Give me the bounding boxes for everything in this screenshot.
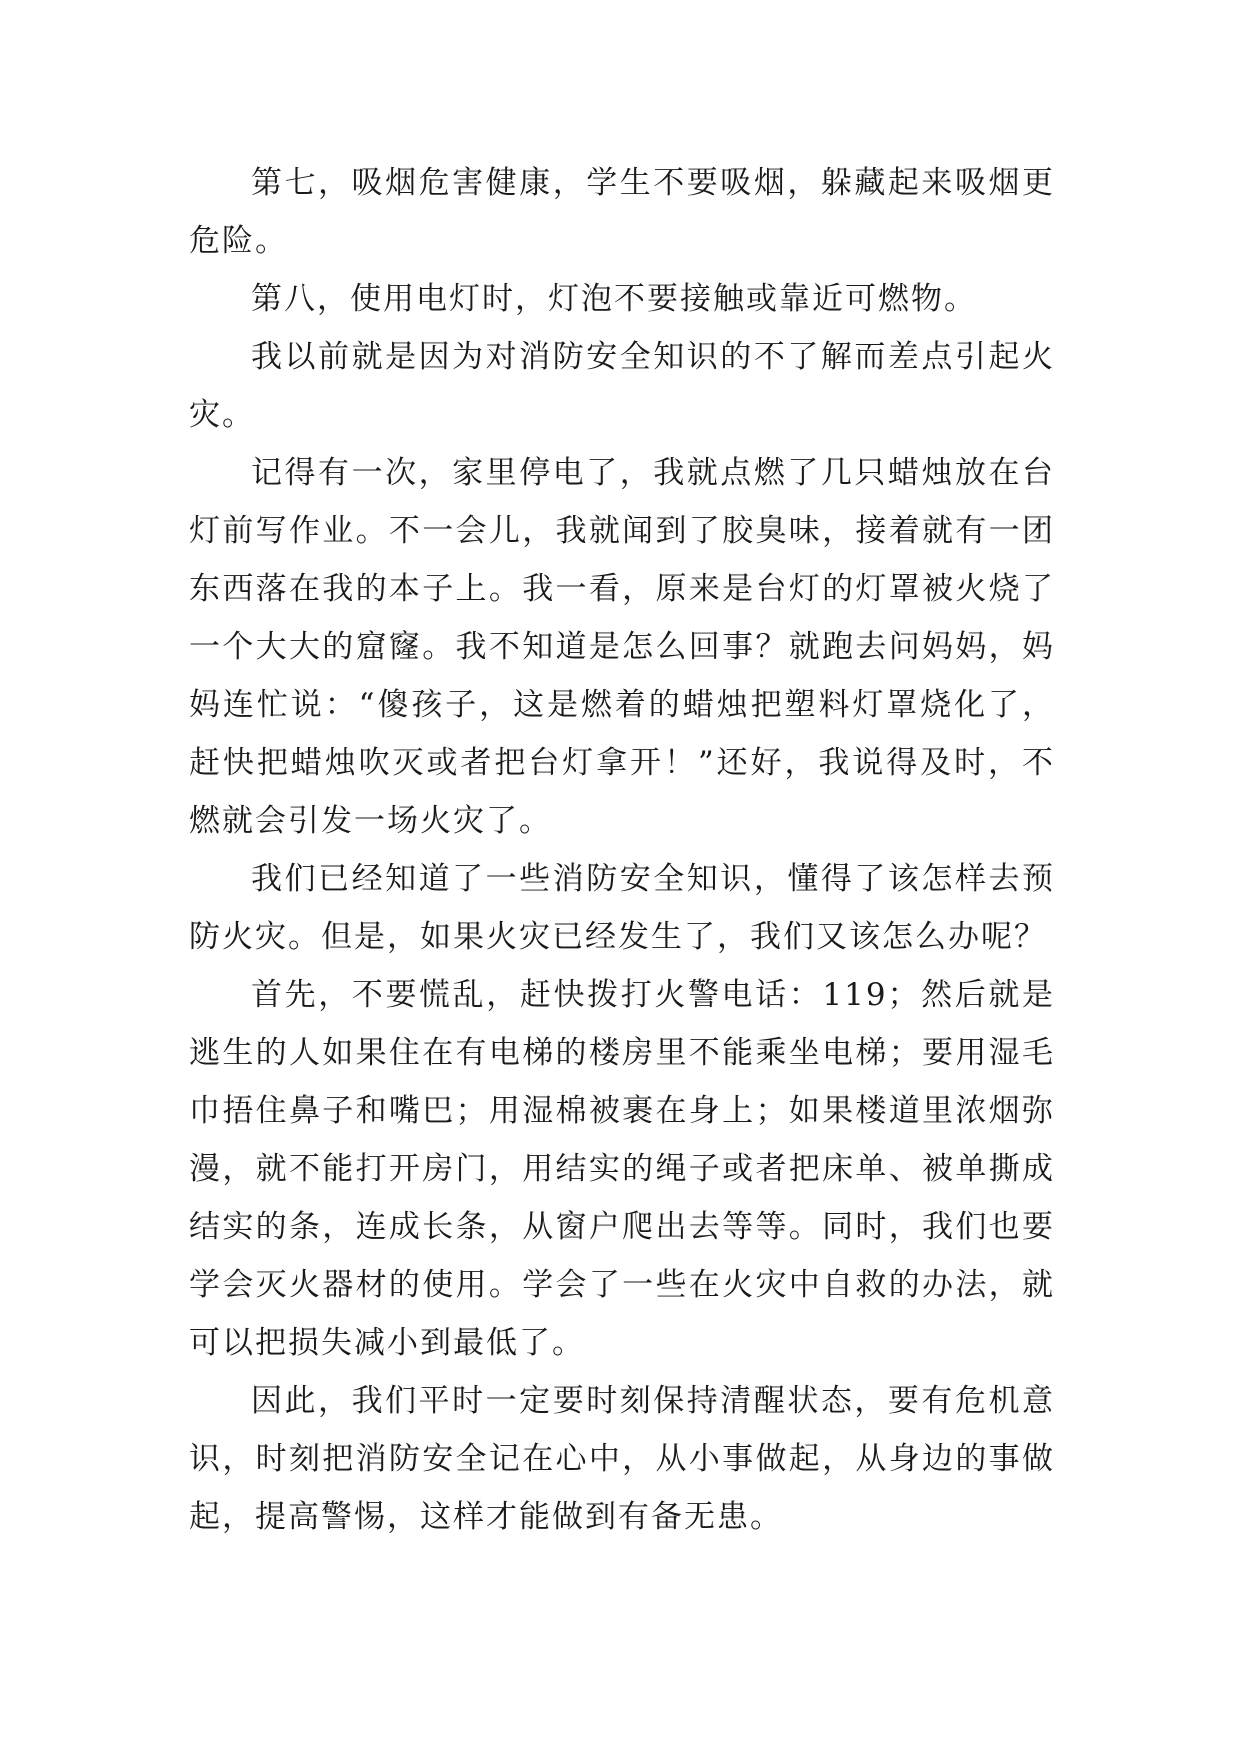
paragraph-conclusion: 因此，我们平时一定要时刻保持清醒状态，要有危机意识，时刻把消防安全记在心中，从小事做起，从身边的事做起，提高警惕，这样才能做到有备无患。 (189, 1383, 1055, 1535)
paragraph-personal-experience: 我以前就是因为对消防安全知识的不了解而差点引起火灾。 (189, 339, 1055, 433)
paragraph-question: 我们已经知道了一些消防安全知识，懂得了该怎样去预防火灾。但是，如果火灾已经发生了，我们又该怎么办呢？ (189, 861, 1055, 955)
paragraph-escape-tips: 首先，不要慌乱，赶快拨打火警电话：119；然后就是逃生的人如果住在有电梯的楼房里不能乘坐电梯；要用湿毛巾捂住鼻子和嘴巴；用湿棉被裹在身上；如果楼道里浓烟弥漫，就不能打开房门，用结实的绳子或者把床单、被单撕成结实的条，连成长条，从窗户爬出去等等。同时，我们也要学会灭火器材的使用。学会了一些在火灾中自救的办法，就可以把损失减小到最低了。 (189, 977, 1055, 1361)
document-body (189, 154, 1055, 1546)
paragraph-seventh-rule: 第七，吸烟危害健康，学生不要吸烟，躲藏起来吸烟更危险。 (189, 165, 1055, 259)
paragraph-eighth-rule: 第八，使用电灯时，灯泡不要接触或靠近可燃物。 (251, 281, 977, 317)
paragraph-candle-story: 记得有一次，家里停电了，我就点燃了几只蜡烛放在台灯前写作业。不一会儿，我就闻到了胶臭味，接着就有一团东西落在我的本子上。我一看，原来是台灯的灯罩被火烧了一个大大的窟窿。我不知道是怎么回事？就跑去问妈妈，妈妈连忙说：“傻孩子，这是燃着的蜡烛把塑料灯罩烧化了，赶快把蜡烛吹灭或者把台灯拿开！”还好，我说得及时，不燃就会引发一场火灾了。 (189, 455, 1055, 839)
